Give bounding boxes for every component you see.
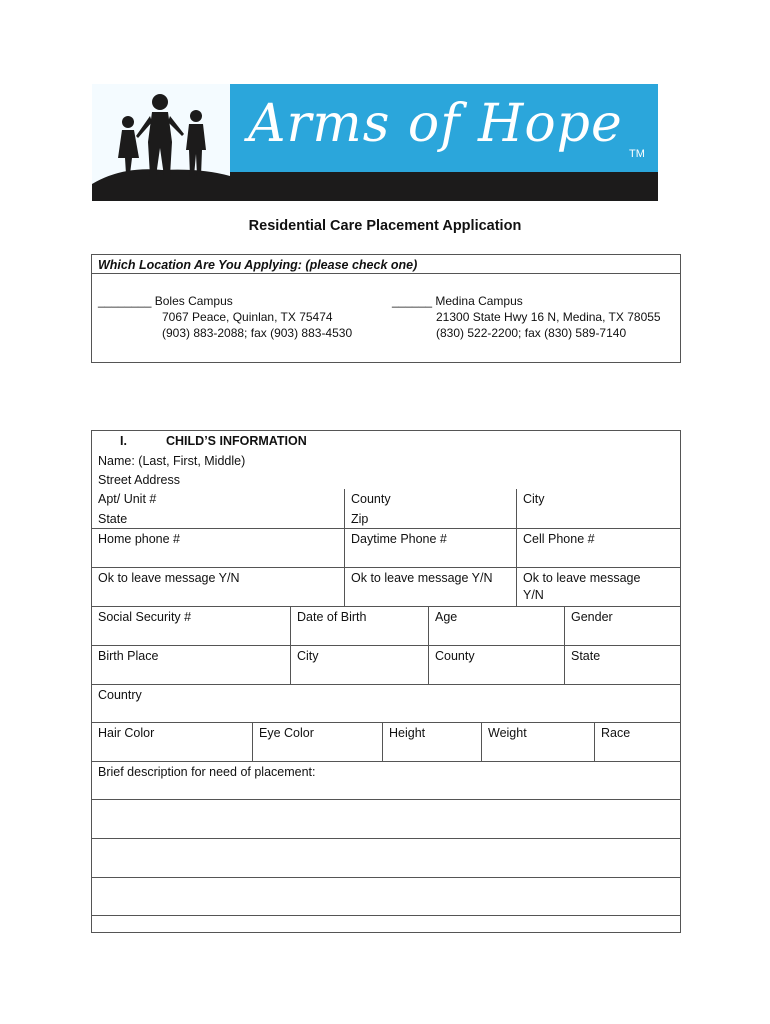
page-title: Residential Care Placement Application: [248, 218, 522, 234]
brief-description-row[interactable]: [92, 761, 680, 799]
apt-county-city-row: [92, 489, 680, 509]
birth-county-field[interactable]: County: [428, 646, 564, 684]
city-field[interactable]: City: [516, 489, 680, 509]
ok-message-cell-yn: Y/N: [523, 588, 544, 602]
birth-place-field[interactable]: Birth Place: [98, 649, 159, 663]
boles-campus-option[interactable]: [98, 293, 352, 341]
section-header-row: [92, 431, 680, 451]
hair-color-field[interactable]: Hair Color: [98, 726, 155, 740]
daytime-phone-field[interactable]: Daytime Phone #: [344, 529, 516, 567]
logo-text: Arms of Hope: [248, 94, 623, 154]
trademark-symbol: TM: [629, 148, 645, 160]
birth-place-row: [92, 645, 680, 684]
home-phone-field[interactable]: Home phone #: [98, 532, 181, 546]
country-field: Country: [98, 688, 142, 702]
boles-phones: (903) 883-2088; fax (903) 883-4530: [162, 326, 353, 340]
physical-row: [92, 722, 680, 761]
brief-description-label: Brief description for need of placement:: [98, 765, 316, 779]
name-field-label: Name: (Last, First, Middle): [98, 454, 246, 468]
description-line-3[interactable]: [92, 877, 680, 915]
street-row[interactable]: [92, 470, 680, 489]
zip-field[interactable]: Zip: [344, 509, 516, 528]
logo-banner: [92, 84, 658, 201]
birth-state-field[interactable]: State: [564, 646, 680, 684]
section-number: I.: [120, 434, 127, 448]
medina-campus-option[interactable]: [392, 293, 661, 341]
apt-unit-field[interactable]: Apt/ Unit #: [98, 492, 157, 506]
family-silhouette-image: [92, 84, 230, 201]
country-row[interactable]: [92, 684, 680, 722]
social-security-field[interactable]: Social Security #: [98, 610, 192, 624]
birth-city-field[interactable]: City: [290, 646, 428, 684]
medina-address: 21300 State Hwy 16 N, Medina, TX 78055: [436, 310, 661, 324]
boles-address: 7067 Peace, Quinlan, TX 75474: [162, 310, 333, 324]
phone-row: [92, 528, 680, 567]
childs-information-table: [91, 430, 681, 933]
weight-field[interactable]: Weight: [481, 723, 594, 761]
name-row[interactable]: [92, 451, 680, 470]
boles-campus-name: Boles Campus: [154, 294, 233, 308]
height-field[interactable]: Height: [382, 723, 481, 761]
ok-message-cell-field[interactable]: [516, 568, 680, 606]
ssn-row: [92, 606, 680, 645]
medina-campus-name: Medina Campus: [435, 294, 523, 308]
state-field[interactable]: State: [98, 512, 128, 526]
message-row: [92, 567, 680, 606]
race-field[interactable]: Race: [594, 723, 680, 761]
ok-message-home-field[interactable]: Ok to leave message Y/N: [98, 571, 240, 585]
state-zip-spacer: [516, 509, 680, 528]
boles-checkbox-blank[interactable]: ________: [98, 294, 152, 308]
street-address-label: Street Address: [98, 473, 180, 487]
location-box: [91, 254, 681, 363]
ok-message-cell-label: Ok to leave message: [523, 571, 641, 585]
location-header: Which Location Are You Applying: (please check one): [92, 255, 680, 274]
state-zip-row: [92, 509, 680, 528]
eye-color-field[interactable]: Eye Color: [252, 723, 382, 761]
medina-checkbox-blank[interactable]: ______: [392, 294, 433, 308]
gender-field[interactable]: Gender: [564, 607, 680, 645]
section-title: CHILD’S INFORMATION: [166, 434, 307, 448]
age-field[interactable]: Age: [428, 607, 564, 645]
medina-phones: (830) 522-2200; fax (830) 589-7140: [436, 326, 627, 340]
ok-message-daytime-field[interactable]: Ok to leave message Y/N: [344, 568, 516, 606]
county-field[interactable]: County: [344, 489, 516, 509]
date-of-birth-field[interactable]: Date of Birth: [290, 607, 428, 645]
cell-phone-field[interactable]: Cell Phone #: [516, 529, 680, 567]
description-line-2[interactable]: [92, 838, 680, 877]
description-line-4[interactable]: [92, 915, 680, 932]
description-line-1[interactable]: [92, 799, 680, 838]
